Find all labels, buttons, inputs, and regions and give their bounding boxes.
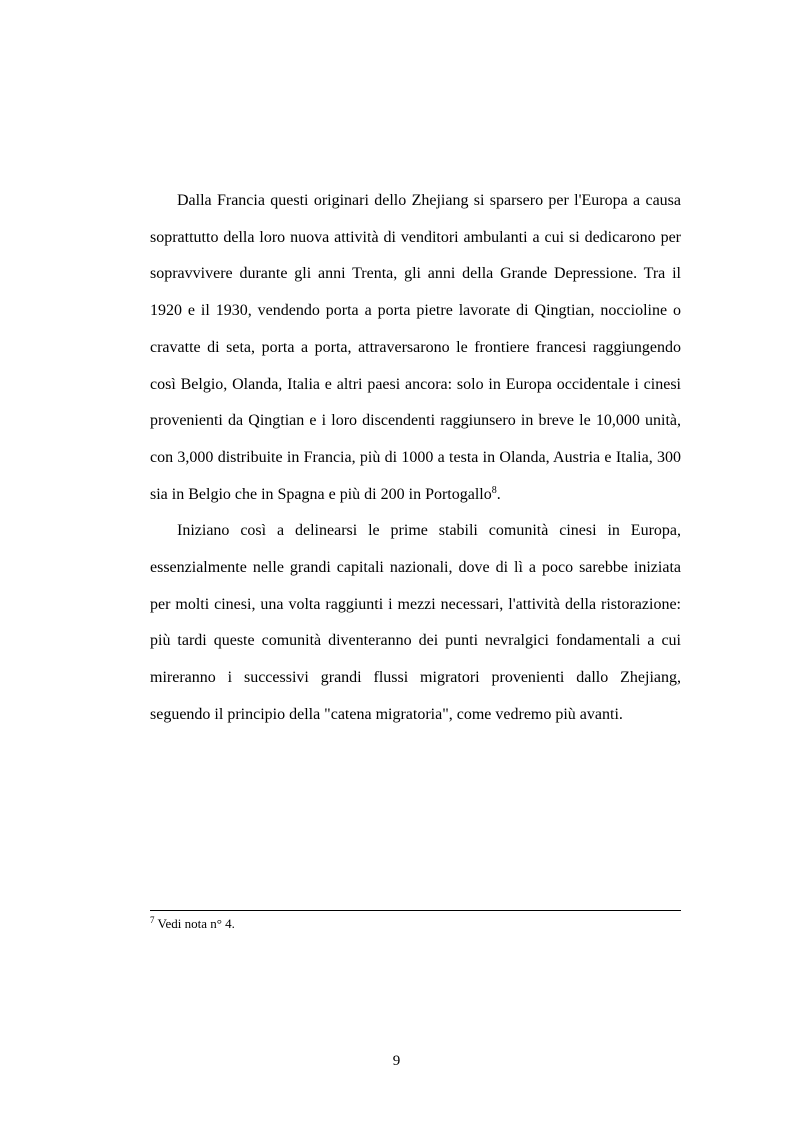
footnote-text: Vedi nota n° 4. — [154, 916, 235, 931]
paragraph-1-tail: . — [496, 485, 501, 503]
page-number: 9 — [392, 1053, 401, 1069]
footnote-reference-8[interactable]: 8 — [491, 484, 497, 496]
footnote-separator — [150, 910, 681, 911]
paragraph-2-text: Iniziano così a delinearsi le prime stabili comunità cinesi in Europa, essenzialmente nelle grandi capitali nazionali, dove di lì a poco sarebbe iniziata per molti cinesi, una volta raggiunti i mezzi necessari, l'attività della ristorazione: più tardi queste comunità diventeranno dei punti nevralgici fondamentali a cui mireranno i successivi grandi flussi migratori provenienti dallo Zhejiang, seguendo il principio della "catena migratoria", come vedremo più avanti. — [150, 522, 681, 723]
footnote — [150, 915, 681, 933]
paragraph-1 — [150, 183, 681, 513]
paragraph-1-text: Dalla Francia questi originari dello Zhejiang si sparsero per l'Europa a causa soprattutto della loro nuova attività di venditori ambulanti a cui si dedicarono per sopravvivere durante gli anni Trenta, gli anni della Grande Depressione. Tra il 1920 e il 1930, vendendo porta a porta pietre lavorate di Qingtian, noccioline o cravatte di seta, porta a porta, attraversarono le frontiere francesi raggiungendo così Belgio, Olanda, Italia e altri paesi ancora: solo in Europa occidentale i cinesi provenienti da Qingtian e i loro discendenti raggiunsero in breve le 10,000 unità, con 3,000 distribuite in Francia, più di 1000 a testa in Olanda, Austria e Italia, 300 sia in Belgio che in Spagna e più di 200 in Portogallo — [150, 192, 681, 503]
paragraph-2 — [150, 513, 681, 733]
body-text — [150, 183, 681, 734]
footnote-number: 7 — [150, 915, 155, 925]
